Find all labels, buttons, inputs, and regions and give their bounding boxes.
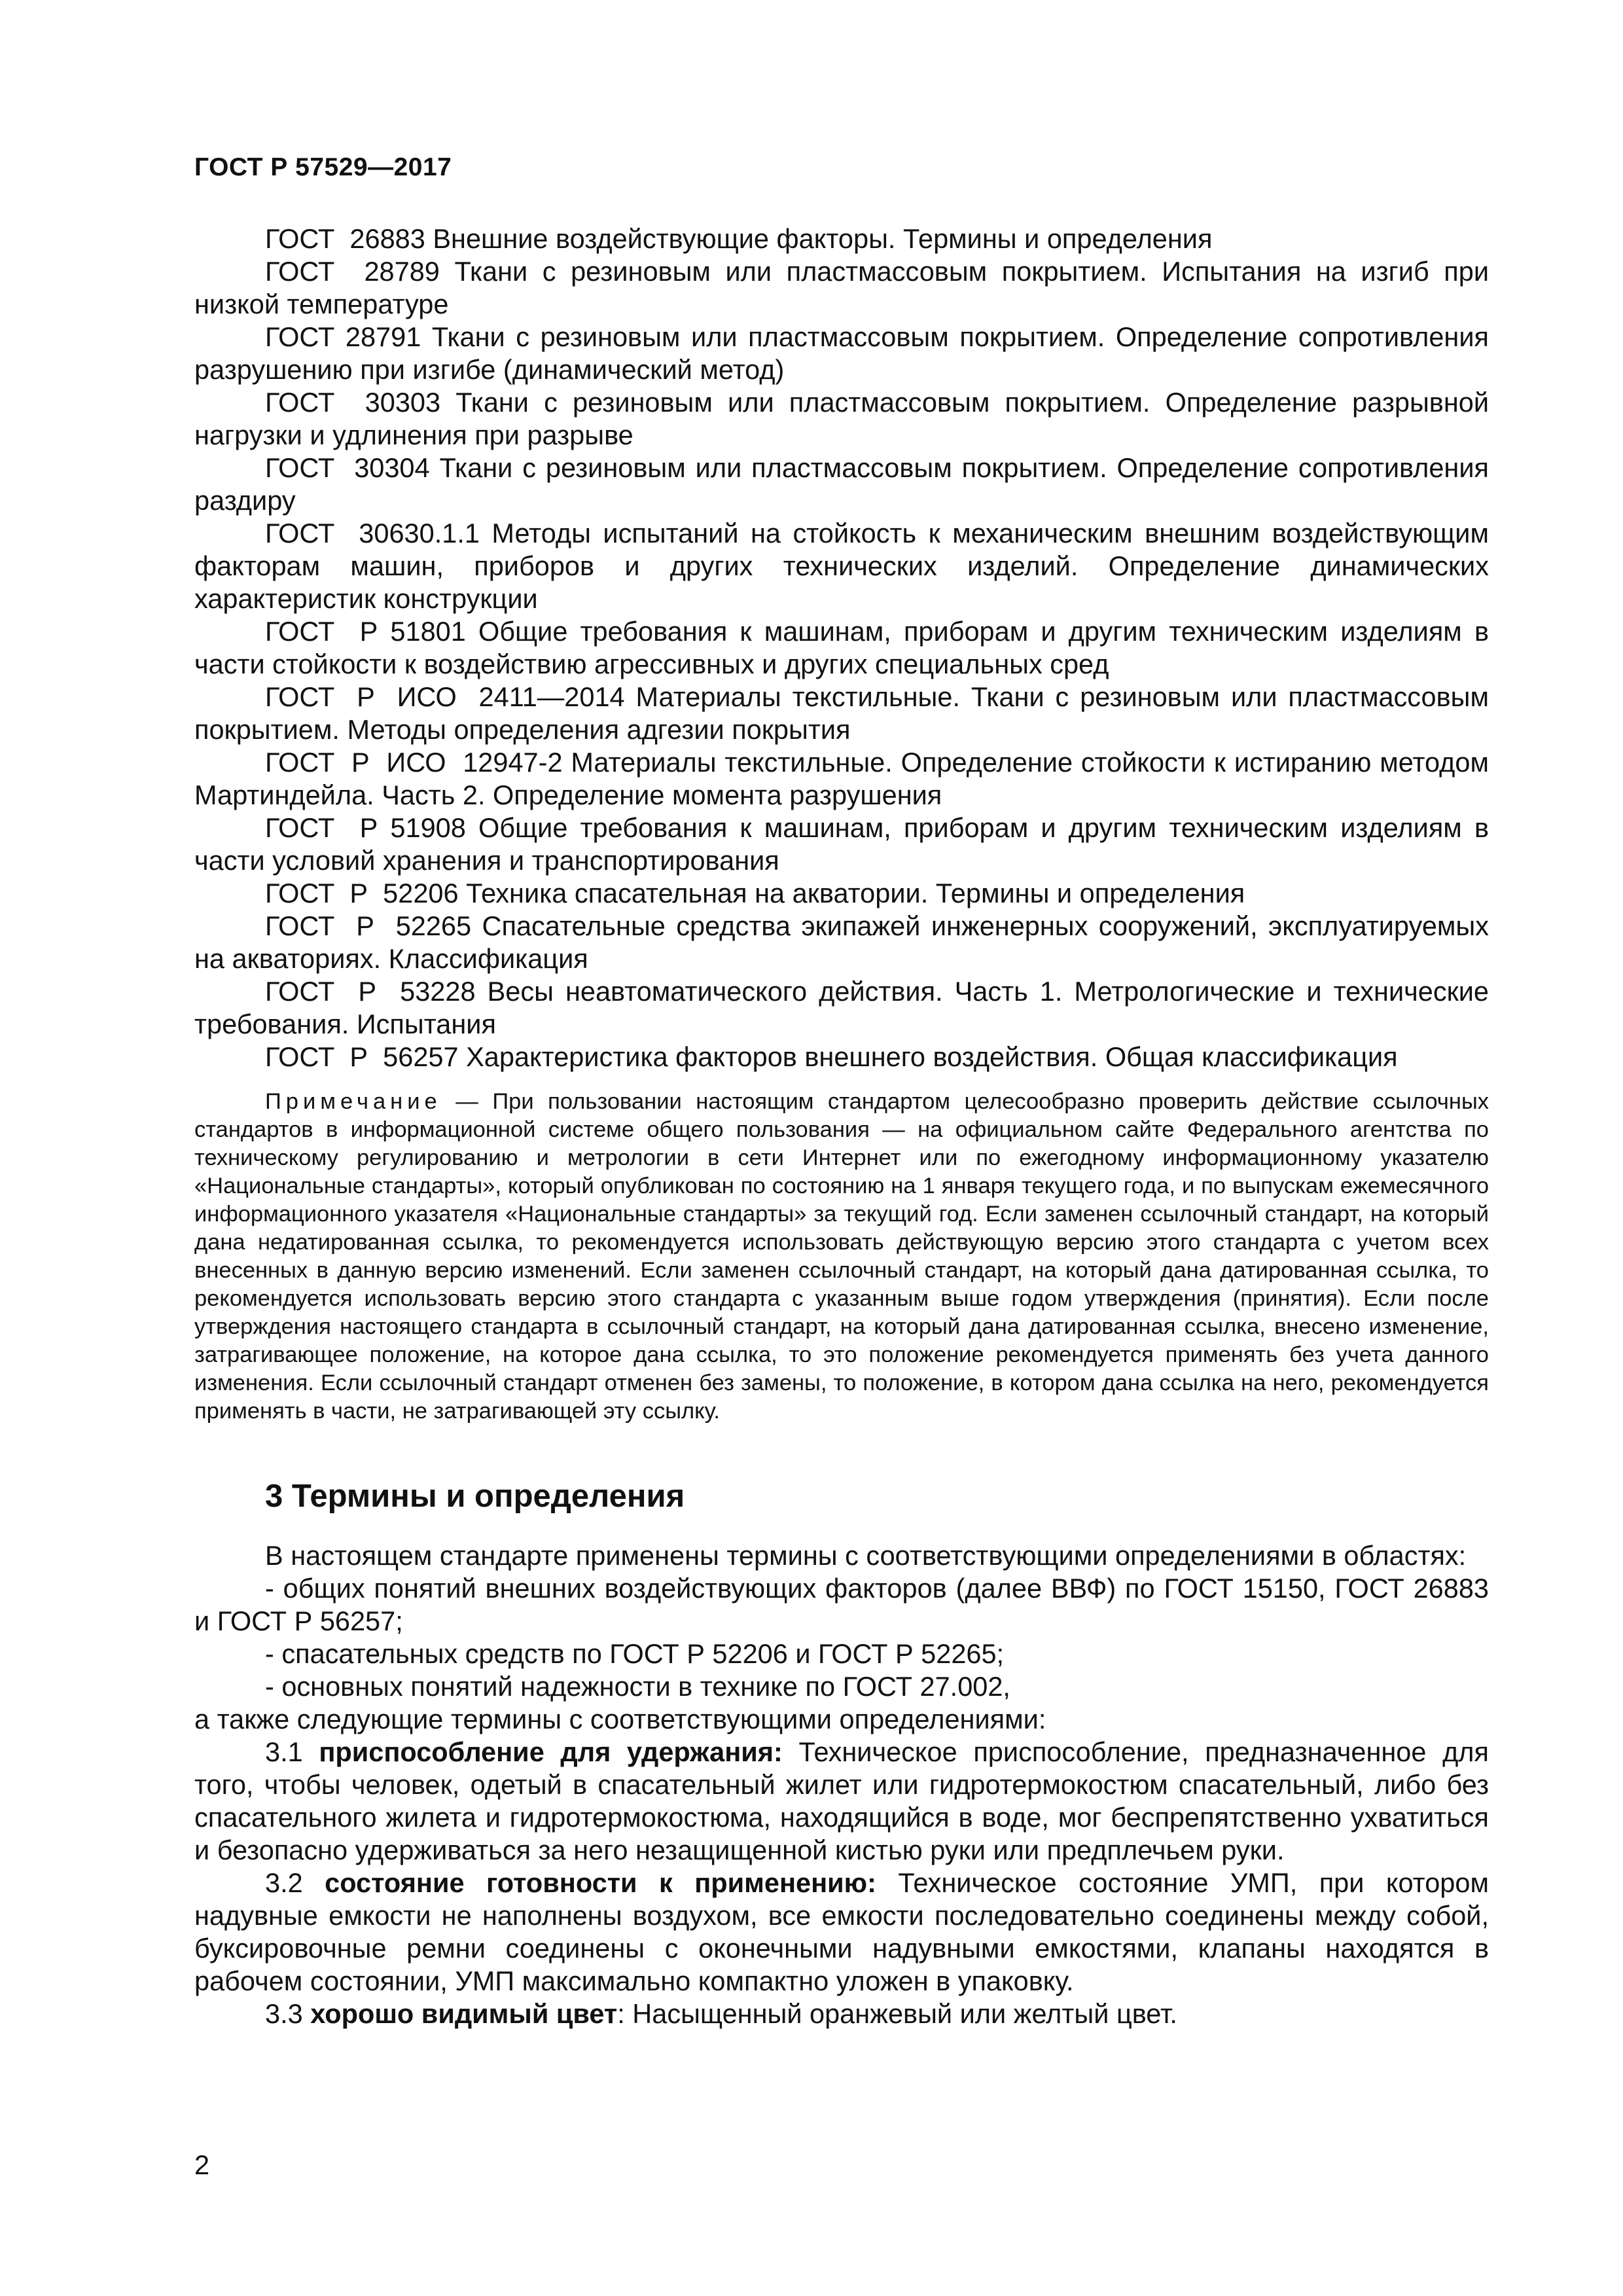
term-number: 3.2: [265, 1867, 325, 1898]
reference-code: ГОСТ Р 52206: [265, 878, 459, 908]
reference-title: Общие требования к машинам, приборам и другим техническим изделиям в части условий хранения и транспортирования: [194, 812, 1489, 876]
reference-item: [194, 746, 1489, 812]
reference-item: [194, 517, 1489, 615]
section-also-text: а также следующие термины с соответствующими определениями:: [194, 1704, 1046, 1734]
reference-title: Спасательные средства экипажей инженерных сооружений, эксплуатируемых на акваториях. Классификация: [194, 910, 1489, 974]
reference-title: Техника спасательная на акватории. Термины и определения: [466, 878, 1245, 908]
section-intro: В настоящем стандарте применены термины с соответствующими определениями в областях:: [265, 1540, 1467, 1571]
reference-title: Материалы текстильные. Ткани с резиновым или пластмассовым покрытием. Методы определения адгезии покрытия: [194, 681, 1489, 745]
note-paragraph: [194, 1088, 1489, 1426]
reference-item: [194, 877, 1489, 910]
reference-title: Общие требования к машинам, приборам и другим техническим изделиям в части стойкости к воздействию агрессивных и других специальных сред: [194, 616, 1489, 679]
list-item: - спасательных средств по ГОСТ Р 52206 и ГОСТ Р 52265;: [265, 1638, 1005, 1669]
reference-item: [194, 812, 1489, 877]
reference-title: Ткани с резиновым или пластмассовым покрытием. Испытания на изгиб при низкой температуре: [194, 256, 1489, 319]
reference-code: ГОСТ Р 52265: [265, 910, 472, 941]
note-label: Примечание: [265, 1089, 442, 1114]
reference-item: [194, 910, 1489, 975]
term-definition: [194, 1736, 1489, 1867]
reference-title: Методы испытаний на стойкость к механическим внешним воздействующим факторам машин, приборов и других технических изделий. Определение динамических характеристик конструкции: [194, 518, 1489, 614]
reference-code: ГОСТ 30630.1.1: [265, 518, 480, 548]
reference-code: ГОСТ Р 56257: [265, 1041, 459, 1072]
list-item: - общих понятий внешних воздействующих факторов (далее ВВФ) по ГОСТ 15150, ГОСТ 26883 и ГОСТ Р 56257;: [194, 1573, 1489, 1636]
reference-title: Ткани с резиновым или пластмассовым покрытием. Определение сопротивления раздиру: [194, 452, 1489, 516]
reference-title: Ткани с резиновым или пластмассовым покрытием. Определение сопротивления разрушению при изгибе (динамический метод): [194, 321, 1489, 385]
reference-code: ГОСТ Р 51801: [265, 616, 466, 647]
term-number: 3.3: [265, 1998, 311, 2029]
reference-item: [194, 452, 1489, 517]
reference-item: [194, 975, 1489, 1041]
note-text: — При пользовании настоящим стандартом целесообразно проверить действие ссылочных стандартов в информационной системе общего пользования — на официальном сайте Федерального агентства по техническому регулированию и метрологии в сети Интернет или по ежегодному информационному указателю «Национальные стандарты», который опубликован по состоянию на 1 января текущего года, и по выпускам ежемесячного информационного указателя «Национальные стандарты» за текущий год. Если заменен ссылочный стандарт, на который дана недатированная ссылка, то рекомендуется использовать действующую версию этого стандарта с учетом всех внесенных в данную версию изменений. Если заменен ссылочный стандарт, на который дана датированная ссылка, то рекомендуется использовать версию этого стандарта с указанным выше годом утверждения (принятия). Если после утверждения настоящего стандарта в ссылочный стандарт, на который дана датированная ссылка, внесено изменение, затрагивающее положение, на которое дана ссылка, то это положение рекомендуется применять без учета данного изменения. Если ссылочный стандарт отменен без замены, то положение, в котором дана ссылка на него, рекомендуется применять в части, не затрагивающей эту ссылку.: [194, 1089, 1489, 1424]
term-name: хорошо видимый цвет: [310, 1998, 618, 2029]
term-definition: [194, 1998, 1489, 2030]
reference-code: ГОСТ 30303: [265, 387, 441, 418]
reference-code: ГОСТ 30304: [265, 452, 430, 483]
reference-code: ГОСТ Р 51908: [265, 812, 466, 843]
page-number: 2: [194, 2149, 210, 2180]
reference-item: [194, 1041, 1489, 1073]
term-text: Техническое приспособление, предназначенное для того, чтобы человек, одетый в спасательный жилет или гидротермокостюм спасательный, либо без спасательного жилета и гидротермокостюма, находящийся в воде, мог беспрепятственно ухватиться и безопасно удерживаться за него незащищенной кистью руки или предплечьем руки.: [194, 1736, 1489, 1865]
reference-item: [194, 615, 1489, 681]
term-number: 3.1: [265, 1736, 319, 1767]
reference-item: [194, 681, 1489, 746]
reference-code: ГОСТ 28791: [265, 321, 421, 352]
reference-item: [194, 255, 1489, 321]
section-heading: 3 Термины и определения: [265, 1479, 685, 1514]
list-item: - основных понятий надежности в технике по ГОСТ 27.002,: [265, 1671, 1010, 1702]
term-text: : Насыщенный оранжевый или желтый цвет.: [617, 1998, 1177, 2029]
reference-item: [194, 321, 1489, 386]
reference-title: Внешние воздействующие факторы. Термины и определения: [433, 223, 1213, 254]
term-definition: [194, 1867, 1489, 1998]
term-text: Техническое состояние УМП, при котором надувные емкости не наполнены воздухом, все емкости последовательно соединены между собой, буксировочные ремни соединены с оконечными надувными емкостями, клапаны находятся в рабочем состоянии, УМП максимально компактно уложен в упаковку.: [194, 1867, 1489, 1996]
reference-code: ГОСТ 26883: [265, 223, 425, 254]
page-content: [194, 223, 1489, 2030]
reference-title: Ткани с резиновым или пластмассовым покрытием. Определение разрывной нагрузки и удлинения при разрыве: [194, 387, 1489, 450]
reference-item: [194, 386, 1489, 452]
reference-item: [194, 223, 1489, 255]
normative-references-list: [194, 223, 1489, 1073]
reference-code: ГОСТ Р 53228: [265, 976, 476, 1007]
reference-code: ГОСТ Р ИСО 2411—2014: [265, 681, 625, 712]
document-header: ГОСТ Р 57529—2017: [194, 153, 452, 181]
reference-title: Весы неавтоматического действия. Часть 1. Метрологические и технические требования. Испытания: [194, 976, 1489, 1039]
reference-code: ГОСТ Р ИСО 12947-2: [265, 747, 563, 778]
term-name: приспособление для удержания:: [319, 1736, 783, 1767]
reference-title: Характеристика факторов внешнего воздействия. Общая классификация: [466, 1041, 1398, 1072]
reference-title: Материалы текстильные. Определение стойкости к истиранию методом Мартиндейла. Часть 2. Определение момента разрушения: [194, 747, 1489, 810]
term-name: состояние готовности к применению:: [325, 1867, 876, 1898]
reference-code: ГОСТ 28789: [265, 256, 440, 287]
